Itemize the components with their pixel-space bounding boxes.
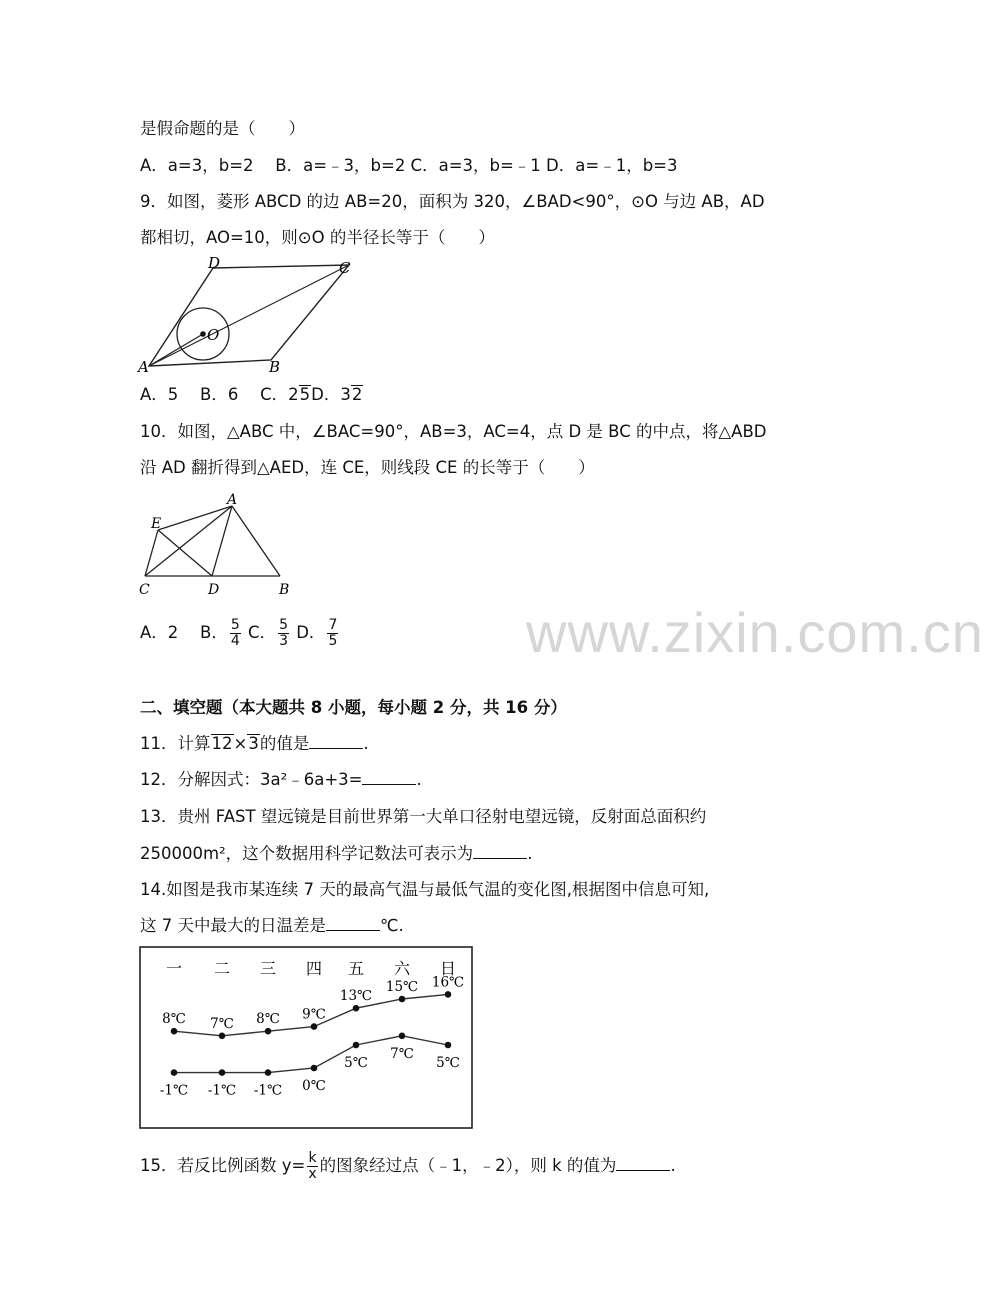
q11: 11．计算12×3的值是 . (140, 734, 369, 753)
q9-options: A．5 B．6 C．25D．32 (140, 385, 363, 404)
fraction-5-4: $\frac{5}{4}$ (230, 617, 240, 649)
triangle-figure (136, 490, 296, 600)
low-temp-label: 5℃ (344, 1055, 368, 1071)
answer-blank (473, 844, 527, 859)
label-c: C (139, 582, 150, 598)
low-temp-label: 0℃ (302, 1078, 326, 1094)
high-temp-point (445, 991, 452, 998)
day-label: 五 (347, 959, 365, 978)
low-temp-point (219, 1069, 226, 1076)
low-temp-point (353, 1042, 360, 1049)
low-temp-label: -1℃ (207, 1082, 237, 1099)
q9-line2: 都相切，AO=10，则⊙O 的半径长等于（ ） (140, 228, 495, 247)
day-label: 日 (439, 959, 457, 978)
q13-line1: 13．贵州 FAST 望远镜是目前世界第一大单口径射电望远镜，反射面总面积约 (140, 807, 707, 826)
fraction-k-x: $\frac{k}{x}$ (308, 1150, 317, 1182)
q9-line1: 9．如图，菱形 ABCD 的边 AB=20，面积为 320，∠BAD<90°，⊙O 与边 AB，AD (140, 192, 765, 211)
low-temp-label: 5℃ (436, 1055, 460, 1071)
answer-blank (362, 770, 416, 785)
day-label: 六 (393, 959, 411, 978)
low-temp-point (171, 1069, 178, 1076)
q8-stem: 是假命题的是（ ） (140, 119, 305, 138)
label-a: A (138, 358, 149, 376)
sqrt-2: 2 (351, 385, 363, 404)
sqrt-3: 3 (248, 734, 259, 753)
high-temp-point (265, 1028, 272, 1035)
low-temp-point (311, 1065, 318, 1072)
q14-line1: 14.如图是我市某连续 7 天的最高气温与最低气温的变化图,根据图中信息可知, (140, 880, 710, 899)
q12: 12．分解因式：3a²﹣6a+3= . (140, 770, 422, 789)
label-b: B (279, 582, 290, 598)
label-a: A (227, 492, 238, 508)
temperature-chart (139, 946, 473, 1129)
sqrt-12: 12 (211, 734, 233, 753)
low-temp-point (265, 1069, 272, 1076)
q8-options: A．a=3，b=2 B．a=﹣3，b=2 C．a=3，b=﹣1 D．a=﹣1，b=3 (140, 156, 678, 175)
high-temp-label: 9℃ (302, 1006, 326, 1023)
high-temp-point (399, 996, 406, 1003)
low-temp-label: 7℃ (390, 1045, 414, 1062)
q10-options: A．2 B． $\frac{5}{4}$ C． $\frac{5}{3}$ D． $\frac{7}{5}$ (140, 617, 338, 649)
q15: 15．若反比例函数 y= $\frac{k}{x}$ 的图象经过点（﹣1，﹣2），则 k 的值为 . (140, 1150, 676, 1182)
label-d: D (208, 582, 220, 598)
q13-line2: 250000m²，这个数据用科学记数法可表示为 . (140, 844, 533, 863)
high-temp-label: 7℃ (210, 1015, 234, 1032)
q14-line2: 这 7 天中最大的日温差是 ℃. (140, 916, 404, 935)
low-temp-label: -1℃ (253, 1082, 283, 1099)
answer-blank (309, 734, 363, 749)
rhombus-figure (138, 256, 360, 376)
high-temp-point (311, 1023, 318, 1030)
q10-line2: 沿 AD 翻折得到△AED，连 CE，则线段 CE 的长等于（ ） (140, 458, 595, 477)
high-temp-point (171, 1028, 178, 1035)
fraction-7-5: $\frac{7}{5}$ (328, 617, 338, 649)
label-o: O (207, 326, 220, 344)
day-label: 四 (305, 959, 323, 978)
high-temp-label: 13℃ (339, 988, 373, 1005)
high-temp-point (353, 1005, 360, 1012)
day-label: 三 (259, 959, 277, 978)
low-temp-point (399, 1033, 406, 1040)
label-e: E (151, 516, 162, 532)
day-label: 二 (213, 959, 231, 978)
label-d: D (208, 254, 221, 272)
label-c: C (339, 259, 351, 277)
high-temp-label: 15℃ (385, 979, 419, 995)
answer-blank (326, 916, 380, 931)
low-temp-point (445, 1042, 452, 1049)
high-temp-label: 8℃ (162, 1011, 186, 1028)
high-temp-point (219, 1033, 226, 1040)
q10-line1: 10．如图，△ABC 中，∠BAC=90°，AB=3，AC=4，点 D 是 BC 的中点，将△ABD (140, 422, 767, 441)
watermark: www.zixin.com.cn (526, 601, 984, 664)
high-temp-label: 16℃ (431, 974, 465, 991)
answer-blank (616, 1156, 670, 1171)
label-b: B (269, 358, 281, 376)
sqrt-5: 5 (299, 385, 311, 404)
day-label: 一 (165, 959, 183, 978)
section-title: 二、填空题（本大题共 8 小题，每小题 2 分，共 16 分） (140, 698, 567, 717)
low-temp-label: -1℃ (159, 1082, 189, 1099)
high-temp-label: 8℃ (256, 1011, 280, 1028)
fraction-5-3: $\frac{5}{3}$ (279, 617, 288, 649)
